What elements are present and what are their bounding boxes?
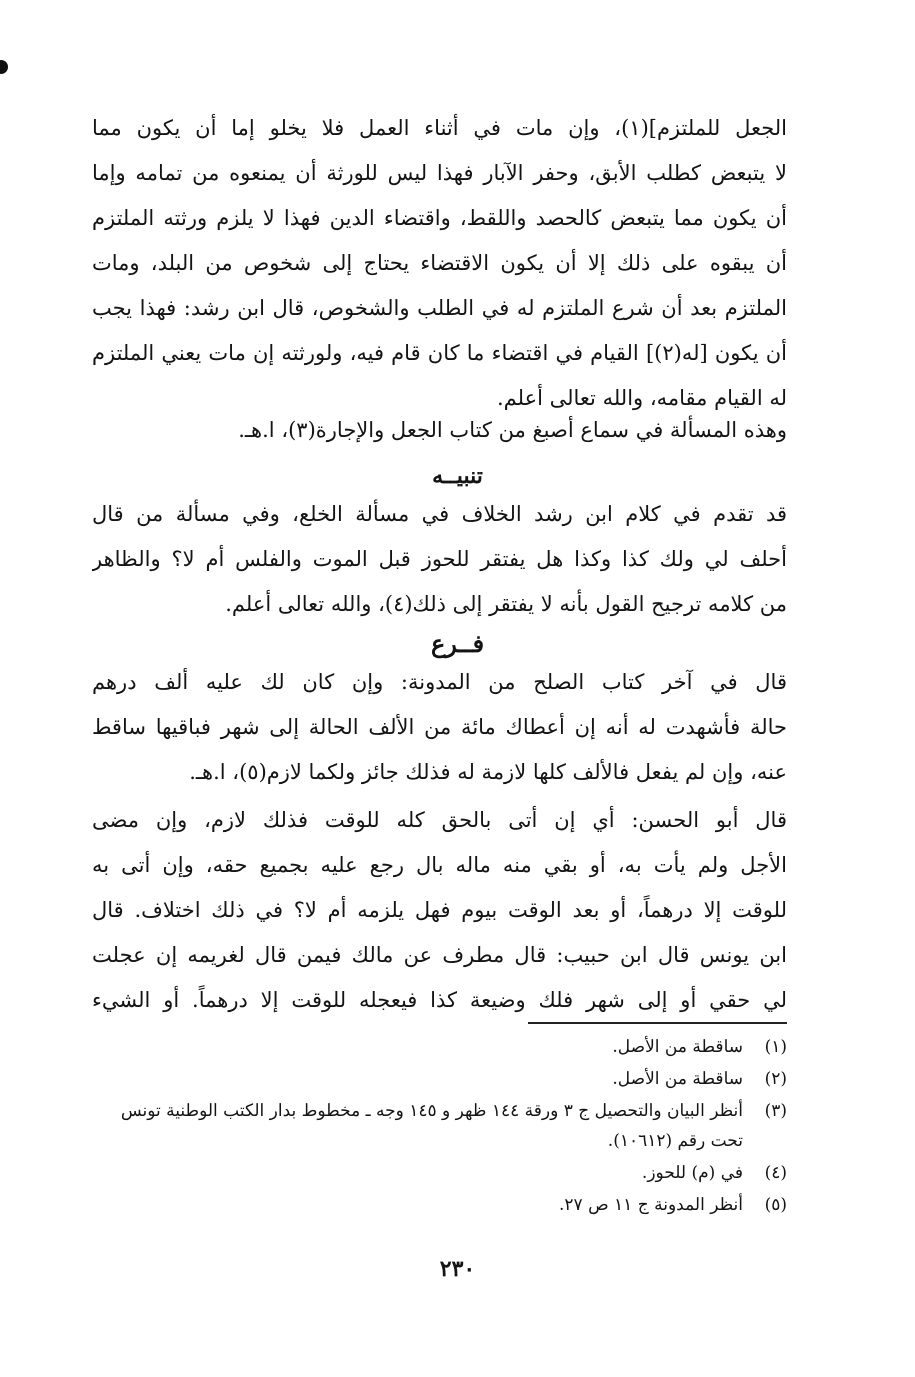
margin-dot [0, 60, 8, 74]
text-line: أحلف لي ولك كذا وكذا هل يفتقر للحوز قبل الموت والفلس أم لا؟ والظاهر [92, 547, 787, 571]
text-line: عنه، وإن لم يفعل فالألف كلها لازمة له فذلك جائز ولكما لازم(٥)، ا.هـ. [189, 760, 787, 784]
text-line: قد تقدم في كلام ابن رشد الخلاف في مسألة الخلع، وفي مسألة من قال [92, 502, 787, 526]
text-line: له القيام مقامه، والله تعالى أعلم. [496, 386, 787, 410]
footnote-number: (٣) [764, 1101, 787, 1121]
text-line: للوقت إلا درهماً، أو بعد الوقت بيوم فهل يلزمه أم لا؟ في ذلك اختلاف. قال [92, 898, 787, 922]
text-line: قال في آخر كتاب الصلح من المدونة: وإن كان لك عليه ألف درهم [92, 670, 787, 694]
text-line: الأجل ولم يأت به، أو بقي منه ماله بال رجع عليه بجميع حقه، وإن أتى به [92, 853, 787, 877]
text-line: وهذه المسألة في سماع أصبغ من كتاب الجعل والإجارة(٣)، ا.هـ. [238, 418, 787, 442]
paragraph-asbagh [92, 408, 787, 453]
footnote-number: (٥) [764, 1195, 787, 1215]
paragraph-contract-death [92, 106, 787, 421]
text-line: لي حقي أو إلى شهر فلك وضيعة كذا فيعجله للوقت إلا درهماً. أو الشيء [92, 988, 787, 1012]
footnotes [92, 1032, 787, 1222]
text-line: أن يبقوه على ذلك إلا أن يكون الاقتضاء يحتاج إلى شخوص من البلد، ومات [92, 251, 787, 275]
footnote-text: ساقطة من الأصل. [612, 1037, 743, 1057]
text-line: الملتزم بعد أن شرع الملتزم له في الطلب والشخوص، قال ابن رشد: فهذا يجب [92, 296, 787, 320]
heading-tanbih: تنبيــه [432, 463, 483, 489]
footnote-item [92, 1158, 787, 1188]
text-line: أن يكون [له(٢)] القيام في اقتضاء ما كان قام فيه، ولورثته إن مات يعني الملتزم [92, 341, 787, 365]
text-line: حالة فأشهدت له أنه إن أعطاك مائة من الألف الحالة إلى شهر فباقيها ساقط [92, 715, 787, 739]
heading-far: فــرع [430, 629, 485, 658]
footnote-item [92, 1064, 787, 1094]
text-line: أن يكون مما يتبعض كالحصد واللقط، واقتضاء الدين فهذا لا يلزم ورثته الملتزم [92, 206, 787, 230]
footnote-text: أنظر البيان والتحصيل ج ٣ ورقة ١٤٤ ظهر و ١٤٥ وجه ـ مخطوط بدار الكتب الوطنية تونس تحت رقم (١٠٦١٢). [120, 1101, 743, 1151]
footnote-number: (١) [764, 1037, 787, 1057]
footnote-text: أنظر المدونة ج ١١ ص ٢٧. [559, 1195, 743, 1215]
footnote-item [92, 1032, 787, 1062]
text-line: قال أبو الحسن: أي إن أتى بالحق كله للوقت فذلك لازم، وإن مضى [92, 808, 787, 832]
text-line: ابن يونس قال ابن حبيب: قال مطرف عن مالك فيمن قال لغريمه إن عجلت [92, 943, 787, 967]
text-line: لا يتبعض كطلب الأبق، وحفر الآبار فهذا ليس للورثة أن يمنعوه من تمامه وإما [92, 161, 787, 185]
footnote-number: (٢) [764, 1069, 787, 1089]
text-line: من كلامه ترجيح القول بأنه لا يفتقر إلى ذلك(٤)، والله تعالى أعلم. [225, 592, 787, 616]
footnote-text: في (م) للحوز. [641, 1163, 743, 1183]
footnote-item [92, 1190, 787, 1220]
text-line: الجعل للملتزم](١)، وإن مات في أثناء العمل فلا يخلو إما أن يكون مما [92, 116, 787, 140]
paragraph-tanbih [92, 492, 787, 627]
page-number: ٢٣٠ [439, 1256, 476, 1282]
paragraph-far [92, 660, 787, 795]
footnote-item [92, 1096, 787, 1156]
footnote-text: ساقطة من الأصل. [612, 1069, 743, 1089]
paragraph-abulhasan [92, 798, 787, 1023]
footnote-number: (٤) [764, 1163, 787, 1183]
footnote-separator [528, 1022, 787, 1024]
